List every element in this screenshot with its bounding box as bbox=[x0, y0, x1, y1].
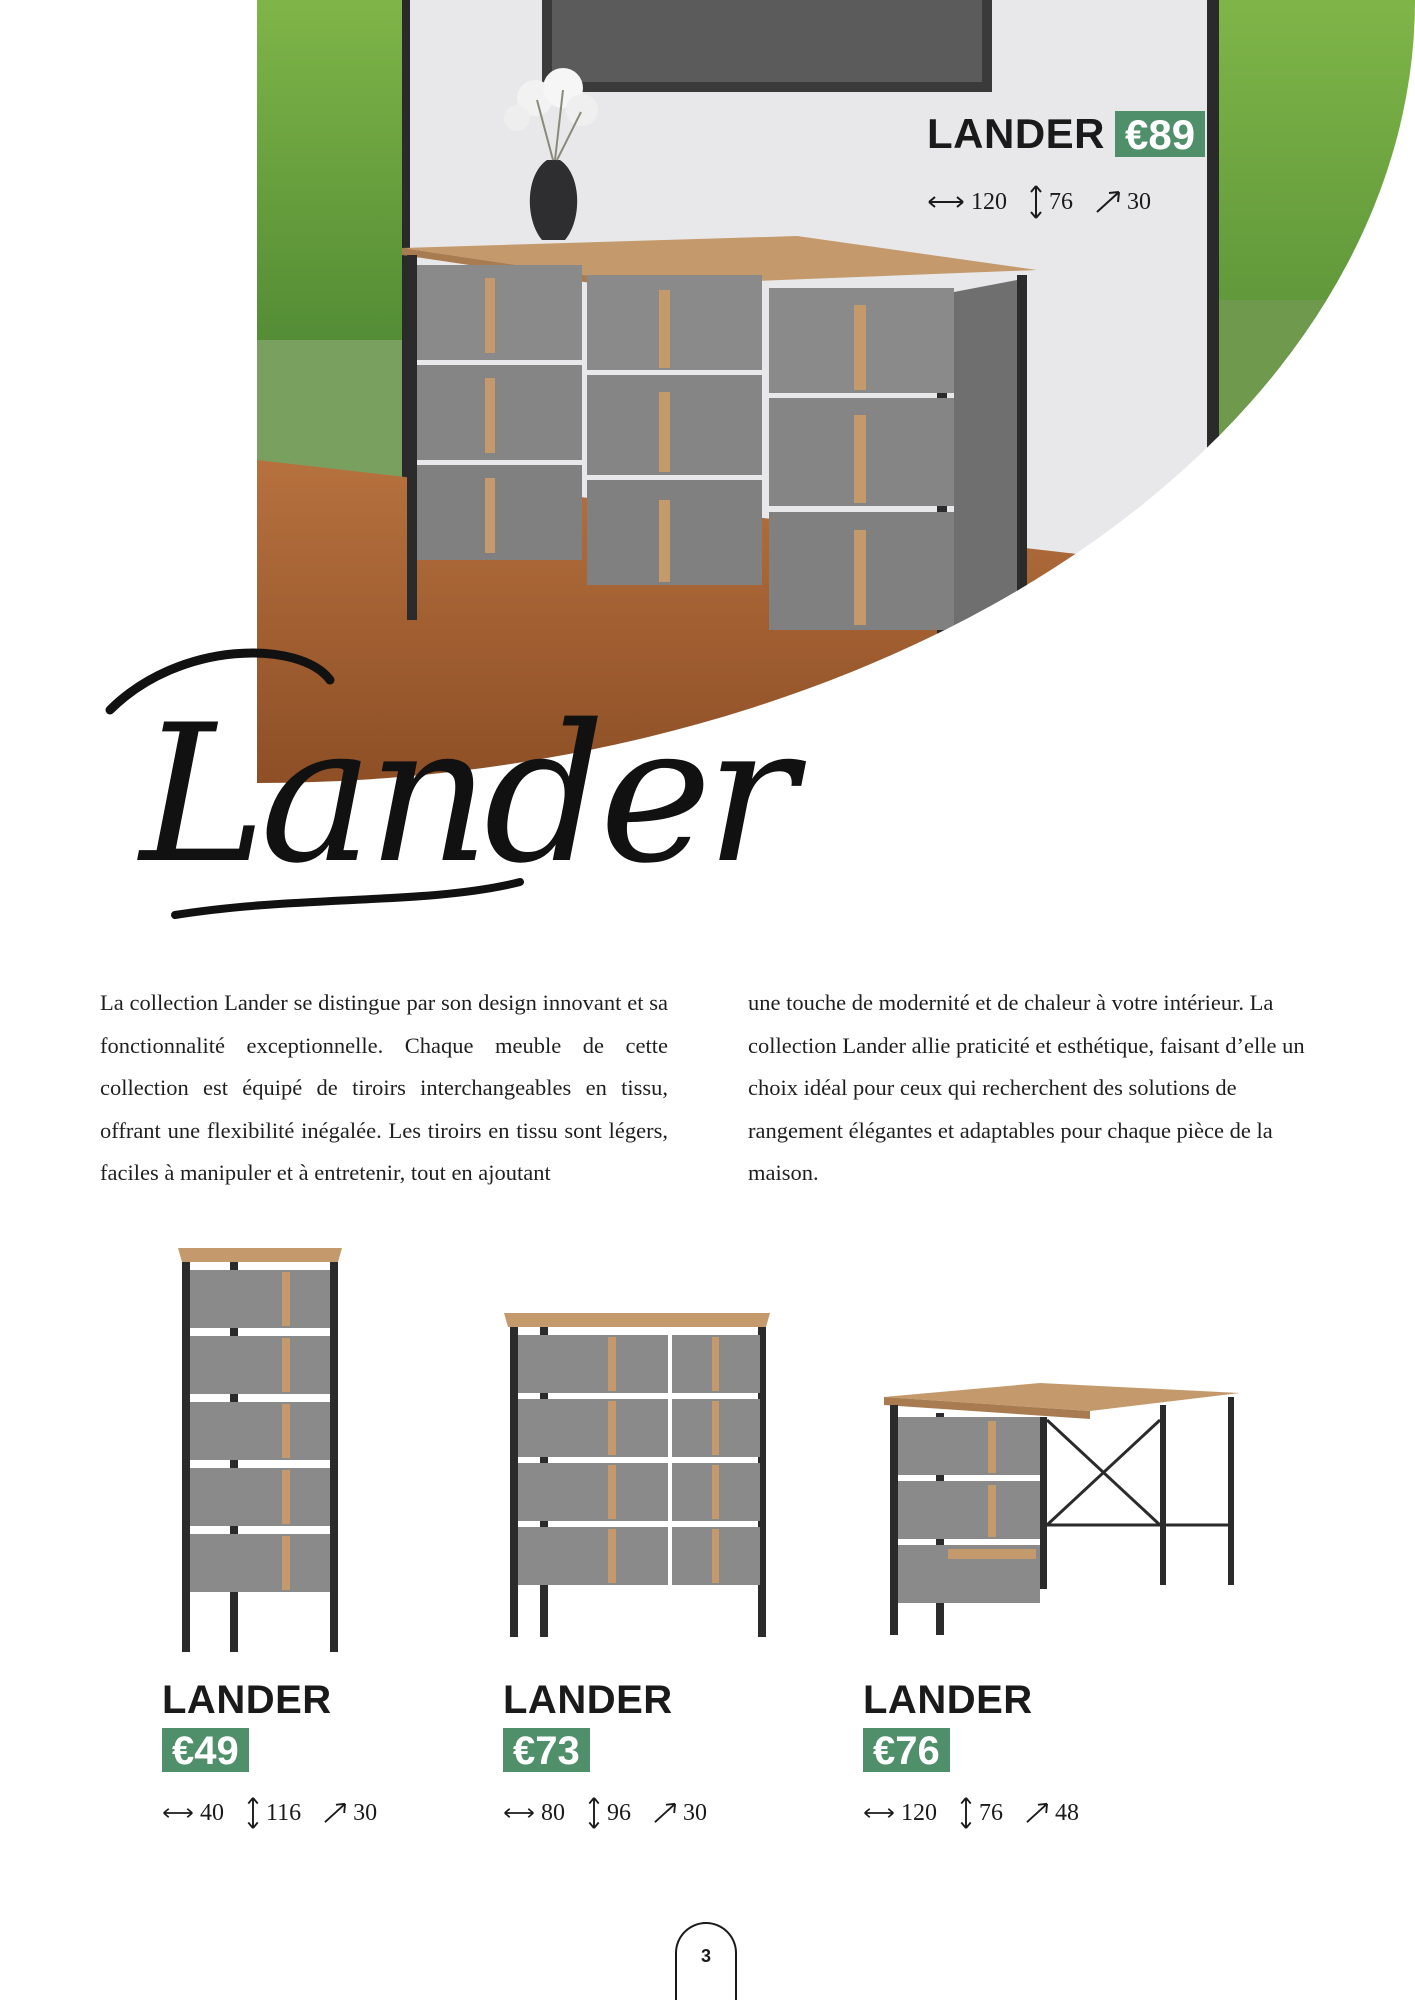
hero-height: 76 bbox=[1049, 188, 1073, 215]
product-2-depth: 30 bbox=[683, 1799, 707, 1826]
product-3-depth: 48 bbox=[1055, 1799, 1079, 1826]
product-2-info bbox=[503, 1680, 723, 1830]
product-1-price: €49 bbox=[162, 1728, 249, 1772]
hero-price-badge: €89 bbox=[1115, 111, 1205, 157]
hero-depth: 30 bbox=[1127, 188, 1151, 215]
product-3-name: LANDER bbox=[863, 1678, 1033, 1722]
product-3-height: 76 bbox=[979, 1799, 1003, 1826]
product-3-width: 120 bbox=[901, 1799, 937, 1826]
width-arrow-icon bbox=[927, 195, 965, 209]
hero-product-name: LANDER bbox=[927, 110, 1105, 157]
product-2-price: €73 bbox=[503, 1728, 590, 1772]
depth-arrow-icon bbox=[323, 1802, 347, 1824]
product-3-image bbox=[880, 1375, 1240, 1645]
width-arrow-icon bbox=[863, 1806, 895, 1820]
hero-width: 120 bbox=[971, 188, 1007, 215]
product-2-image bbox=[500, 1305, 775, 1645]
product-1-depth: 30 bbox=[353, 1799, 378, 1826]
page-number-label: 3 bbox=[700, 1946, 711, 1966]
width-arrow-icon bbox=[503, 1806, 535, 1820]
product-3-price: €76 bbox=[863, 1728, 950, 1772]
product-1-height: 116 bbox=[266, 1799, 302, 1826]
depth-arrow-icon bbox=[653, 1802, 677, 1824]
description-column-2: une touche de modernité et de chaleur à votre intérieur. La collection Lander allie praticité et esthétique, faisant d’elle un choix idéal pour ceux qui recherchent des solutions de rangement élégantes et adaptables pour chaque pièce de la maison. bbox=[748, 990, 1305, 1185]
script-title-text: Lander bbox=[140, 684, 791, 905]
height-arrow-icon bbox=[1029, 184, 1043, 220]
product-1-dimensions bbox=[162, 1796, 393, 1830]
height-arrow-icon bbox=[959, 1796, 973, 1830]
depth-arrow-icon bbox=[1095, 190, 1121, 214]
product-1-name: LANDER bbox=[162, 1678, 332, 1722]
width-arrow-icon bbox=[162, 1806, 194, 1820]
page-number bbox=[675, 1922, 737, 2000]
product-3-dimensions bbox=[863, 1796, 1095, 1830]
product-2-width: 80 bbox=[541, 1799, 565, 1826]
hero-price-tag bbox=[927, 110, 1205, 220]
hero-dimensions bbox=[927, 184, 1205, 220]
script-title bbox=[100, 620, 900, 950]
product-2-dimensions bbox=[503, 1796, 723, 1830]
height-arrow-icon bbox=[587, 1796, 601, 1830]
height-arrow-icon bbox=[246, 1796, 260, 1830]
product-1-image bbox=[170, 1240, 350, 1660]
product-1-width: 40 bbox=[200, 1799, 224, 1826]
description-column-1: La collection Lander se distingue par son design innovant et sa fonctionnalité exceptionnelle. Chaque meuble de cette collection est équipé de tiroirs interchangeables en tissu, offrant une flexibilité inégalée. Les tiroirs en tissu sont légers, faciles à manipuler et à entretenir, tout en ajoutant bbox=[100, 990, 668, 1185]
depth-arrow-icon bbox=[1025, 1802, 1049, 1824]
product-3-info bbox=[863, 1680, 1095, 1830]
product-1-info bbox=[162, 1680, 393, 1830]
product-2-height: 96 bbox=[607, 1799, 631, 1826]
product-2-name: LANDER bbox=[503, 1678, 673, 1722]
